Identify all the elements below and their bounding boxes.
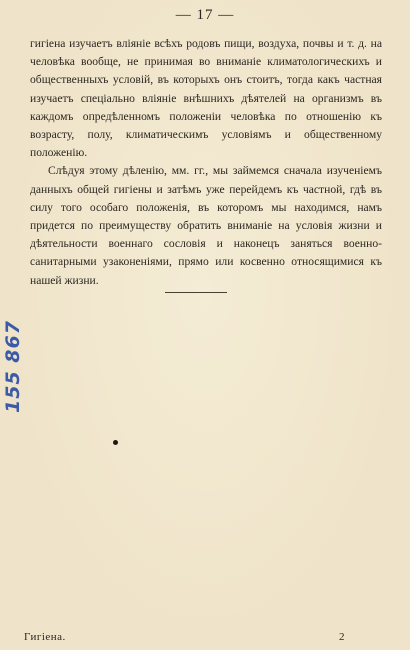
signature-number: 2 xyxy=(339,631,345,643)
section-divider xyxy=(165,292,227,293)
ink-spot xyxy=(113,440,118,445)
page-number: — 17 — xyxy=(175,7,235,23)
main-text xyxy=(30,35,382,290)
library-stamp: 155 867 xyxy=(2,320,24,414)
paragraph-2: Слѣдуя этому дѣленію, мм. гг., мы займемся сначала изученіемъ данныхъ общей гигіены и затѣмъ уже перейдемъ къ частной, гдѣ въ силу того особаго положенія, въ которомъ мы находимся, намъ придется по преимуществу обратить вниманіе на условія жизни и дѣятельности военнаго сословія и наконецъ заняться военно-санитарными узаконеніями, прямо или косвенно относящимися къ нашей жизни. xyxy=(30,164,382,287)
paragraph-1: гигіена изучаетъ вліяніе всѣхъ родовъ пищи, воздуха, почвы и т. д. на человѣка вообще, не принимая во вниманіе климатологическихъ и общественныхъ условій, въ которыхъ онъ стоитъ, тогда какъ частная изучаетъ спеціально вліяніе внѣшнихъ дѣятелей на организмъ въ каждомъ опредѣленномъ положеніи человѣка по отношенію къ возрасту, полу, климатическимъ условіямъ и общественному положенію. xyxy=(30,37,382,160)
signature-mark: Гигіена. xyxy=(24,631,66,643)
